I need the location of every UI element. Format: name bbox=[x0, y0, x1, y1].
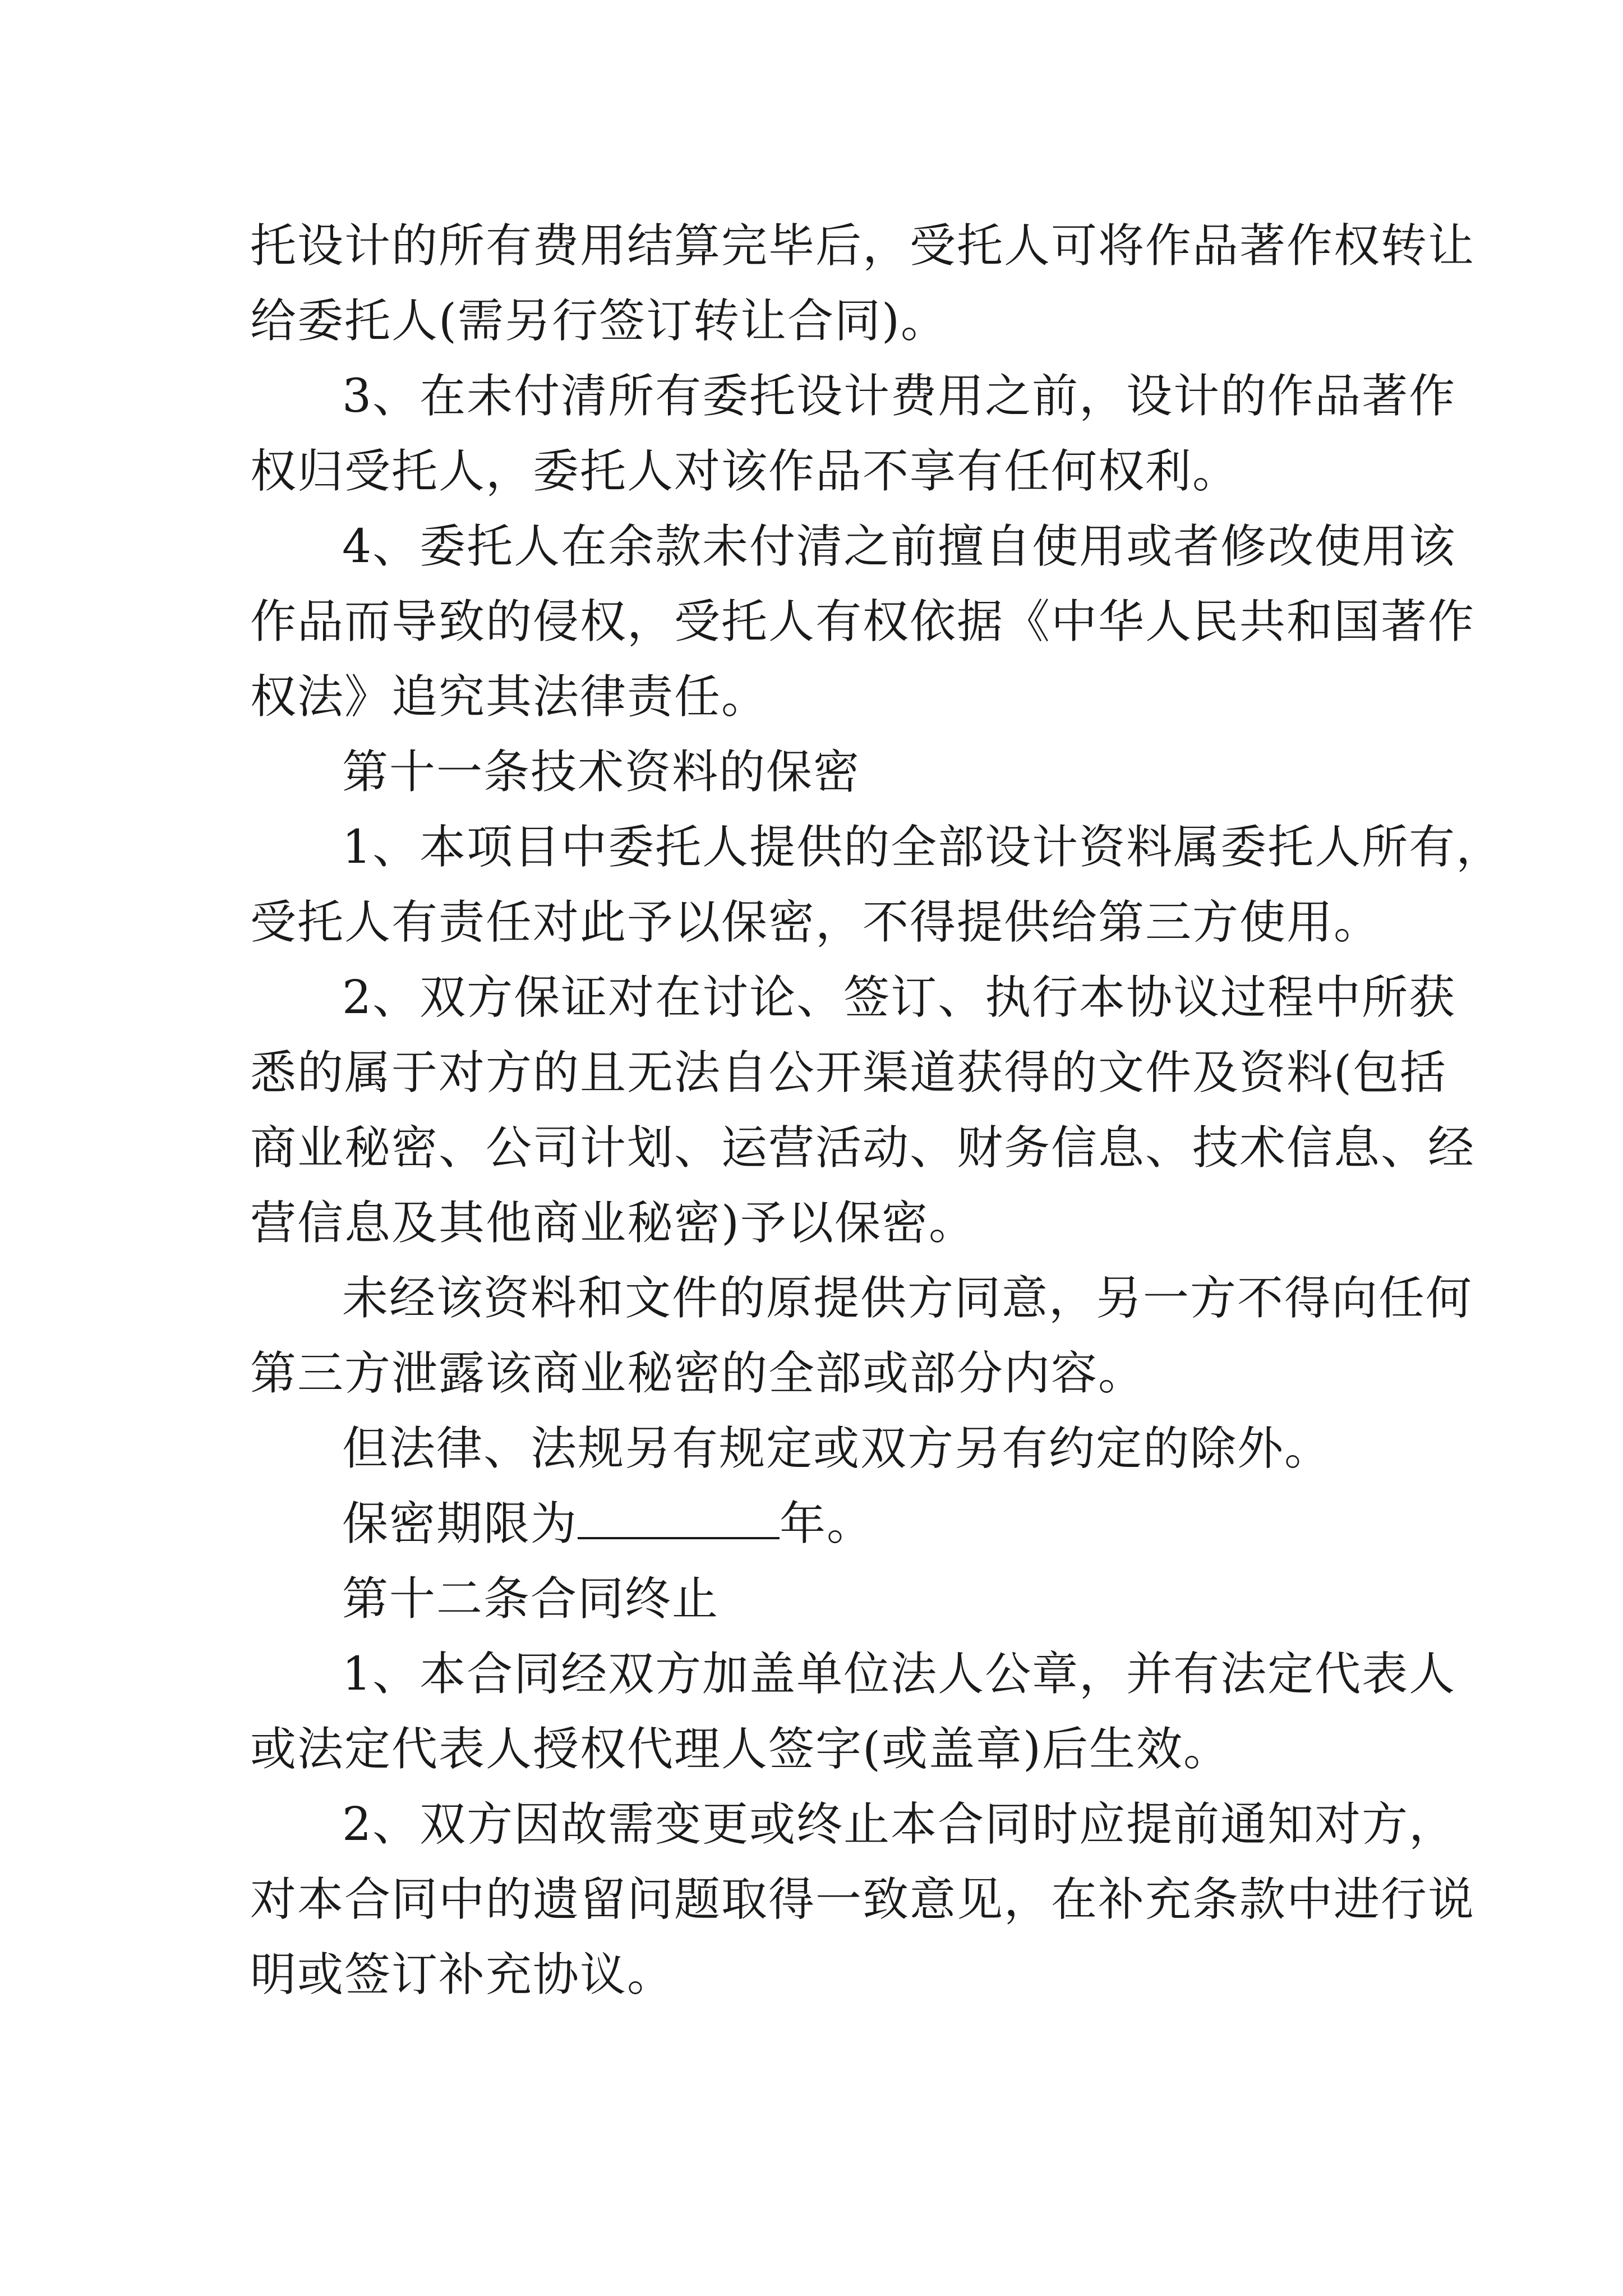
paragraph-line: 1、本项目中委托人提供的全部设计资料属委托人所有， bbox=[342, 821, 1504, 874]
paragraph-line: 1、本合同经双方加盖单位法人公章，并有法定代表人 bbox=[342, 1648, 1456, 1701]
paragraph-line: 商业秘密、公司计划、运营活动、财务信息、技术信息、经 bbox=[250, 1121, 1476, 1175]
paragraph-line: 作品而导致的侵权，受托人有权依据《中华人民共和国著作 bbox=[250, 595, 1476, 648]
document-body bbox=[250, 209, 1504, 2013]
paragraph-line: 权归受托人，委托人对该作品不享有任何权利。 bbox=[250, 445, 1240, 498]
paragraph-line: 但法律、法规另有规定或双方另有约定的除外。 bbox=[342, 1422, 1332, 1475]
paragraph-line: 2、双方保证对在讨论、签订、执行本协议过程中所获 bbox=[342, 971, 1456, 1024]
term-unit: 年。 bbox=[780, 1497, 874, 1550]
paragraph-line: 给委托人(需另行签订转让合同)。 bbox=[250, 295, 948, 348]
paragraph-line: 营信息及其他商业秘密)予以保密。 bbox=[250, 1197, 976, 1250]
paragraph-line: 明或签订补充协议。 bbox=[250, 1948, 675, 2001]
paragraph-line: 2、双方因故需变更或终止本合同时应提前通知对方， bbox=[342, 1798, 1456, 1851]
section-heading: 第十二条合同终止 bbox=[342, 1572, 720, 1626]
paragraph-line: 3、在未付清所有委托设计费用之前，设计的作品著作 bbox=[342, 370, 1456, 423]
paragraph-line: 权法》追究其法律责任。 bbox=[250, 670, 769, 724]
fill-in-blank bbox=[578, 1500, 780, 1539]
paragraph-line: 4、委托人在余款未付清之前擅自使用或者修改使用该 bbox=[342, 520, 1456, 573]
confidentiality-term-line bbox=[250, 1487, 1400, 1562]
section-heading: 第十一条技术资料的保密 bbox=[342, 746, 861, 799]
paragraph-line: 托设计的所有费用结算完毕后，受托人可将作品著作权转让 bbox=[250, 219, 1476, 273]
term-label: 保密期限为 bbox=[342, 1497, 578, 1550]
paragraph-line: 或法定代表人授权代理人签字(或盖章)后生效。 bbox=[250, 1723, 1230, 1776]
paragraph-line: 悉的属于对方的且无法自公开渠道获得的文件及资料(包括 bbox=[250, 1046, 1447, 1099]
paragraph-line: 对本合同中的遗留问题取得一致意见，在补充条款中进行说 bbox=[250, 1873, 1476, 1926]
paragraph-line: 第三方泄露该商业秘密的全部或部分内容。 bbox=[250, 1347, 1146, 1400]
paragraph-line: 受托人有责任对此予以保密，不得提供给第三方使用。 bbox=[250, 896, 1381, 949]
paragraph-line: 未经该资料和文件的原提供方同意，另一方不得向任何 bbox=[342, 1272, 1473, 1325]
